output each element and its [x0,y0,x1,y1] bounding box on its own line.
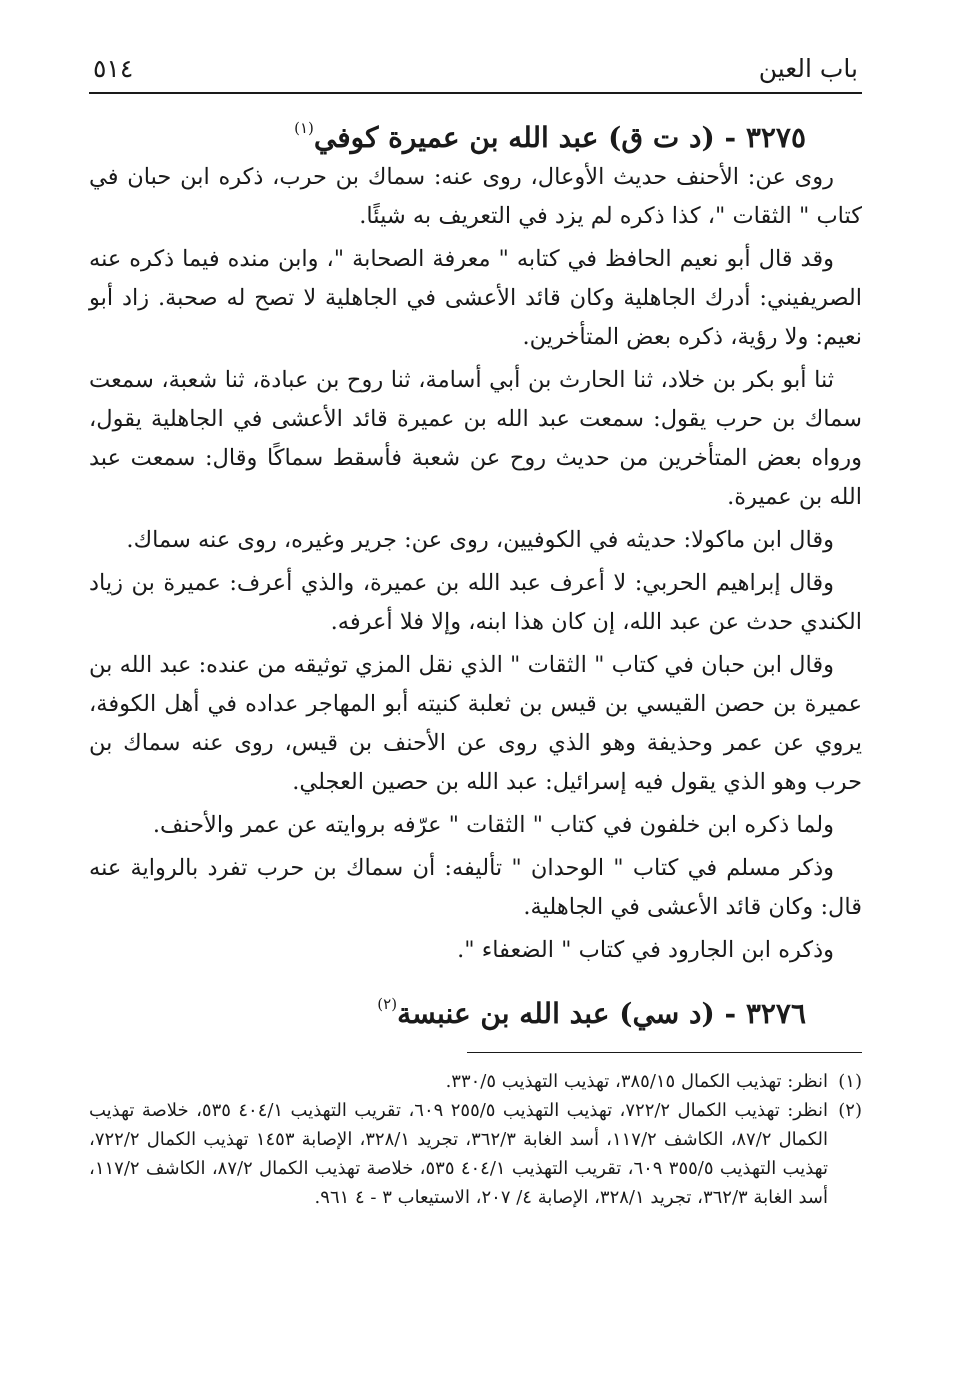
chapter-title: باب العين [758,54,858,83]
page-number: ٥١٤ [93,54,134,83]
entry-title: ٣٢٧٦ - (د سي) عبد الله بن عنبسة [397,997,806,1030]
paragraph: ولما ذكره ابن خلفون في كتاب " الثقات " عرّفه بروايته عن عمر والأحنف. [152,812,834,838]
footnote-number: (١) [838,1071,862,1092]
paragraph: وقد قال أبو نعيم الحافظ في كتابه " معرفة الصحابة "، وابن منده فيما ذكره عنه الصريفيني: أدرك الجاهلية وكان قائد الأعشى في الجاهلية لا تصح له صحبة. زاد أبو نعيم: ولا رؤية، ذكره بعض المتأخرين. [89,246,862,350]
footnote-ref: (١) [294,119,314,137]
entry-heading [89,108,862,158]
entry-heading [89,984,862,1034]
footnote-text: انظر: تهذيب الكمال ٧٢٢/٢، تهذيب التهذيب ٢٥٥/٥ ٦٠٩، تقريب التهذيب ٤٠٤/١ ٥٣٥، خلاصة تهذيب الكمال ٨٧/٢، الكاشف ١١٧/٢، أسد الغابة ٣٦٢/٣، تجريد ٣٢٨/١، الإصابة ١٤٥٣ تهذيب الكمال ٧٢٢/٢، تهذيب التهذيب ٣٥٥/٥ ٦٠٩، تقريب التهذيب ٤٠٤/١ ٥٣٥، خلاصة تهذيب الكمال ٨٧/٢، الكاشف ١١٧/٢، أسد الغابة ٣٦٢/٣، تجريد ٣٢٨/١، الإصابة ٤/ ٢٠٧، الاستيعاب ٣ - ٤ ٩٦١. [89,1100,828,1208]
footnote [89,1067,862,1096]
paragraph: روى عن: الأحنف حديث الأوعال، روى عنه: سماك بن حرب، ذكره ابن حبان في كتاب " الثقات "، كذا ذكره لم يزد في التعريف به شيئًا. [89,164,862,229]
footnote-number: (٢) [838,1100,862,1121]
footnote [89,1096,862,1212]
paragraph: وذكر مسلم في كتاب " الوحدان " تأليفه: أن سماك بن حرب تفرد بالرواية عنه قال: وكان قائد الأعشى في الجاهلية. [89,855,862,920]
footnote-divider [467,1052,862,1053]
paragraph: وقال ابن ماكولا: حديثه في الكوفيين، روى عن: جرير وغيره، روى عنه سماك. [126,527,834,553]
footnote-ref: (٢) [377,995,398,1013]
footnotes [89,1067,862,1212]
paragraph: وقال إبراهيم الحربي: لا أعرف عبد الله بن عميرة، والذي أعرف: عميرة بن زياد الكندي حدث عن عبد الله، إن كان هذا ابنه، وإلا فلا أعرفه. [89,570,862,635]
paragraph: وذكره ابن الجارود في كتاب " الضعفاء ". [457,937,834,963]
entry-body [89,158,862,970]
paragraph: وقال ابن حبان في كتاب " الثقات " الذي نقل المزي توثيقه من عنده: عبد الله بن عميرة بن حصن القيسي بن قيس بن ثعلبة كنيته أبو المهاجر عداده في أهل الكوفة، يروي عن عمر وحذيفة وهو الذي روى عن الأحنف بن قيس، روى عنه سماك بن حرب وهو الذي يقول فيه إسرائيل: عبد الله بن حصين العجلي. [89,652,862,795]
footnote-text: انظر: تهذيب الكمال ٣٨٥/١٥، تهذيب التهذيب ٣٣٠/٥. [445,1071,828,1092]
paragraph: ثنا أبو بكر بن خلاد، ثنا الحارث بن أبي أسامة، ثنا روح بن عبادة، ثنا شعبة، سمعت سماك بن حرب يقول: سمعت عبد الله بن عميرة قائد الأعشى في الجاهلية يقول، ورواه بعض المتأخرين من حديث روح عن شعبة فأسقط سماكًا وقال: سمعت عبد الله بن عميرة. [89,367,862,510]
entry-title: ٣٢٧٥ - (د ت ق) عبد الله بن عميرة كوفي [313,121,806,154]
running-header [89,52,862,94]
